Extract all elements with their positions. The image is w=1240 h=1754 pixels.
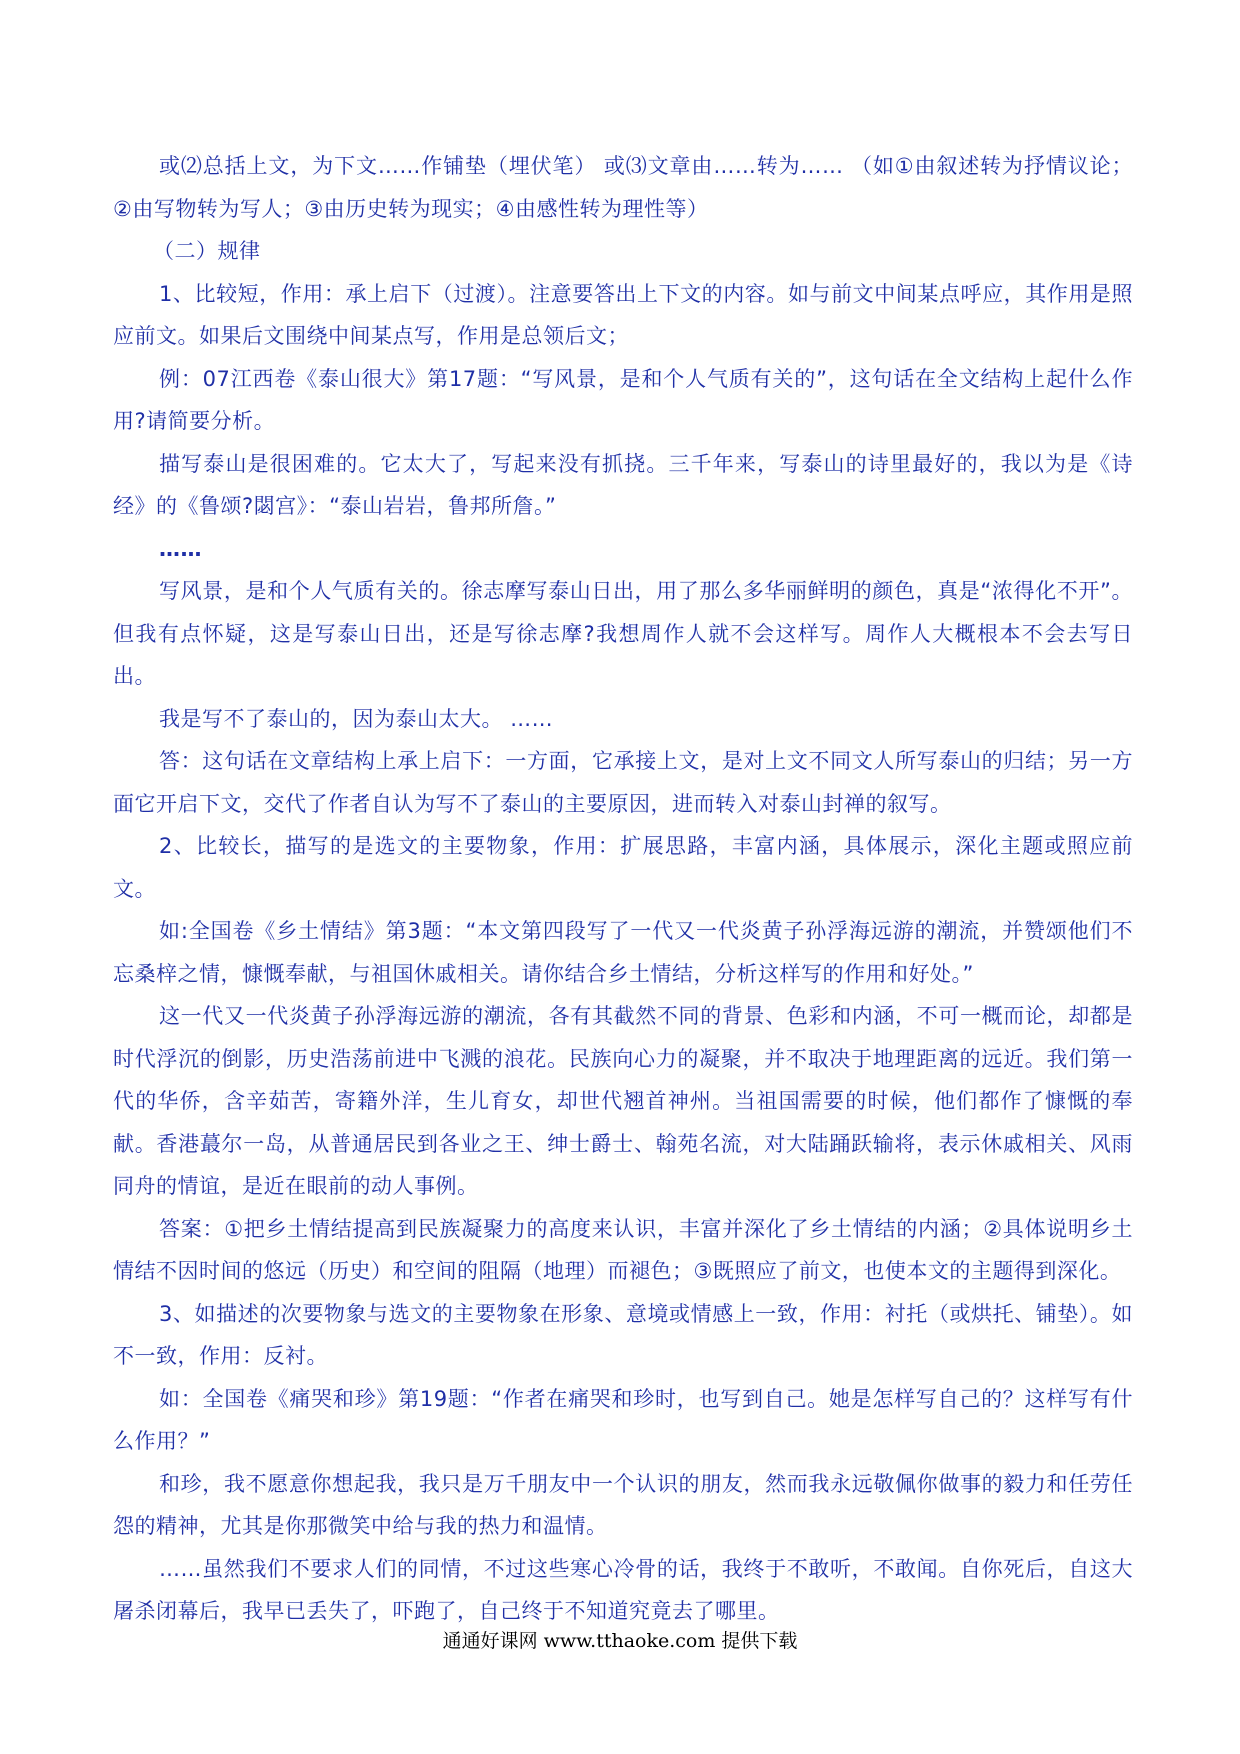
example-1-question: 例：07江西卷《泰山很大》第17题：“写风景，是和个人气质有关的”，这句话在全文结构上起什么作用?请简要分析。 xyxy=(113,366,1133,433)
example-2-answer: 答案：①把乡土情结提高到民族凝聚力的高度来认识，丰富并深化了乡土情结的内涵；②具体说明乡土情结不因时间的悠远（历史）和空间的阻隔（地理）而褪色；③既照应了前文，也使本文的主题得到深化。 xyxy=(113,1216,1133,1283)
paragraph-intro-continuation: 或⑵总括上文，为下文……作铺垫（埋伏笔） 或⑶文章由……转为…… （如①由叙述转为抒情议论；②由写物转为写人；③由历史转为现实；④由感性转为理性等） xyxy=(113,154,1133,221)
example-3-passage-b: ……虽然我们不要求人们的同情，不过这些寒心冷骨的话，我终于不敢听，不敢闻。自你死后，自这大屠杀闭幕后，我早已丢失了，吓跑了，自己终于不知道究竟去了哪里。 xyxy=(113,1556,1133,1623)
example-1-answer: 答：这句话在文章结构上承上启下：一方面，它承接上文，是对上文不同文人所写泰山的归结；另一方面它开启下文，交代了作者自认为写不了泰山的主要原因，进而转入对泰山封禅的叙写。 xyxy=(113,749,1133,816)
rule-3-contrast: 3、如描述的次要物象与选文的主要物象在形象、意境或情感上一致，作用：衬托（或烘托、铺垫）。如不一致，作用：反衬。 xyxy=(113,1301,1133,1368)
example-2-passage: 这一代又一代炎黄子孙浮海远游的潮流，各有其截然不同的背景、色彩和内涵，不可一概而论，却都是时代浮沉的倒影，历史浩荡前进中飞溅的浪花。民族向心力的凝聚，并不取决于地理距离的远近。我们第一代的华侨，含辛茹苦，寄籍外洋，生儿育女，却世代翘首神州。当祖国需要的时候，他们都作了慷慨的奉献。香港蕞尔一岛，从普通居民到各业之王、绅士爵士、翰苑名流，对大陆踊跃输将，表示休戚相关、风雨同舟的情谊，是近在眼前的动人事例。 xyxy=(113,1004,1133,1198)
example-3-question: 如：全国卷《痛哭和珍》第19题：“作者在痛哭和珍时，也写到自己。她是怎样写自己的？这样写有什么作用？” xyxy=(113,1386,1133,1453)
example-1-passage-c: 我是写不了泰山的，因为泰山太大。 …… xyxy=(159,706,554,731)
example-1-passage-b: 写风景，是和个人气质有关的。徐志摩写泰山日出，用了那么多华丽鲜明的颜色，真是“浓得化不开”。但我有点怀疑，这是写泰山日出，还是写徐志摩?我想周作人就不会这样写。周作人大概根本不会去写日出。 xyxy=(113,579,1133,688)
document-body xyxy=(113,145,1133,1633)
example-1-ellipsis: …… xyxy=(159,536,202,561)
rule-2-long: 2、比较长，描写的是选文的主要物象，作用：扩展思路，丰富内涵，具体展示，深化主题或照应前文。 xyxy=(113,834,1133,901)
rule-1-short: 1、比较短，作用：承上启下（过渡）。注意要答出上下文的内容。如与前文中间某点呼应，其作用是照应前文。如果后文围绕中间某点写，作用是总领后文； xyxy=(113,281,1133,348)
example-2-question: 如:全国卷《乡土情结》第3题：“本文第四段写了一代又一代炎黄子孙浮海远游的潮流，并赞颂他们不忘桑梓之情，慷慨奉献，与祖国休戚相关。请你结合乡土情结，分析这样写的作用和好处。” xyxy=(113,919,1133,986)
example-3-passage-a: 和珍，我不愿意你想起我，我只是万千朋友中一个认识的朋友，然而我永远敬佩你做事的毅力和任劳任怨的精神，尤其是你那微笑中给与我的热力和温情。 xyxy=(113,1471,1133,1538)
page-footer: 通通好课网 www.tthaoke.com 提供下载 xyxy=(442,1630,798,1652)
section-heading-rules: （二）规律 xyxy=(153,239,261,263)
example-1-passage-a: 描写泰山是很困难的。它太大了，写起来没有抓挠。三千年来，写泰山的诗里最好的，我以为是《诗经》的《鲁颂?閟宫》：“泰山岩岩，鲁邦所詹。” xyxy=(113,451,1133,518)
